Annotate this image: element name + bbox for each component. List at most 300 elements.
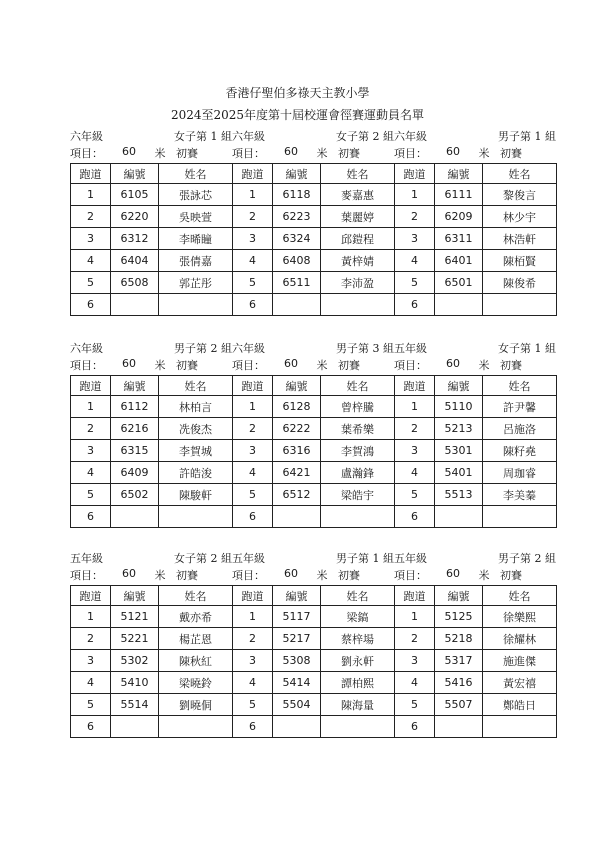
name-cell: 曾梓騰 — [321, 396, 395, 418]
round-label: 初賽 — [500, 569, 522, 582]
name-cell — [159, 506, 233, 528]
lane-cell: 3 — [233, 440, 273, 462]
col-lane-header: 跑道 — [395, 376, 435, 396]
number-cell: 6220 — [111, 206, 159, 228]
unit-label: 米 — [316, 147, 328, 160]
name-cell: 李賀鴻 — [321, 440, 395, 462]
number-cell: 5217 — [273, 628, 321, 650]
lane-cell: 2 — [395, 206, 435, 228]
table-header-row — [395, 164, 557, 184]
number-cell: 5504 — [273, 694, 321, 716]
table-row — [71, 440, 233, 462]
number-cell: 6223 — [273, 206, 321, 228]
col-name-header: 姓名 — [483, 376, 557, 396]
col-lane-header: 跑道 — [395, 164, 435, 184]
distance-value: 60 — [284, 567, 298, 580]
round-label: 初賽 — [176, 359, 198, 372]
number-cell: 5514 — [111, 694, 159, 716]
group-header — [232, 128, 394, 145]
number-cell — [273, 294, 321, 316]
lane-cell: 3 — [233, 650, 273, 672]
name-cell — [483, 506, 557, 528]
category-label: 男子第 3 組 — [336, 342, 394, 355]
number-cell: 5308 — [273, 650, 321, 672]
heat-group — [394, 128, 556, 316]
number-cell: 6511 — [273, 272, 321, 294]
lane-cell: 5 — [71, 484, 111, 506]
number-cell: 6128 — [273, 396, 321, 418]
name-cell: 陳秋紅 — [159, 650, 233, 672]
lane-cell: 1 — [233, 184, 273, 206]
lane-cell: 5 — [71, 694, 111, 716]
lane-cell: 1 — [71, 606, 111, 628]
table-row — [71, 462, 233, 484]
heat-group — [394, 340, 556, 528]
grade-label: 六年級 — [70, 342, 103, 355]
lane-cell: 6 — [71, 506, 111, 528]
col-number-header: 編號 — [435, 164, 483, 184]
name-cell: 郭芷彤 — [159, 272, 233, 294]
item-label: 項目： — [232, 147, 265, 160]
unit-label: 米 — [154, 359, 166, 372]
table-row — [71, 650, 233, 672]
col-lane-header: 跑道 — [233, 586, 273, 606]
number-cell: 5117 — [273, 606, 321, 628]
name-cell: 李美蓁 — [483, 484, 557, 506]
lane-cell: 2 — [395, 418, 435, 440]
name-cell: 戴亦希 — [159, 606, 233, 628]
table-row — [395, 184, 557, 206]
unit-label: 米 — [478, 569, 490, 582]
item-label: 項目： — [70, 359, 103, 372]
table-row — [233, 228, 395, 250]
name-cell: 陳海量 — [321, 694, 395, 716]
number-cell: 5110 — [435, 396, 483, 418]
table-row — [71, 206, 233, 228]
col-lane-header: 跑道 — [233, 164, 273, 184]
heat-group — [70, 550, 232, 738]
name-cell: 黃宏禧 — [483, 672, 557, 694]
name-cell: 徐樂熙 — [483, 606, 557, 628]
table-row — [395, 716, 557, 738]
table-row — [233, 250, 395, 272]
table-row — [71, 694, 233, 716]
item-label: 項目： — [70, 569, 103, 582]
school-name: 香港仔聖伯多祿天主教小學 — [225, 86, 370, 100]
table-header-row — [233, 376, 395, 396]
number-cell: 6501 — [435, 272, 483, 294]
heat-group — [232, 550, 394, 738]
col-name-header: 姓名 — [321, 164, 395, 184]
number-cell: 6502 — [111, 484, 159, 506]
grade-label: 六年級 — [232, 130, 265, 143]
lane-cell: 3 — [71, 228, 111, 250]
unit-label: 米 — [478, 147, 490, 160]
table-header-row — [71, 586, 233, 606]
number-cell: 6111 — [435, 184, 483, 206]
lane-cell: 5 — [395, 272, 435, 294]
name-cell: 許尹馨 — [483, 396, 557, 418]
number-cell: 6311 — [435, 228, 483, 250]
number-cell — [111, 716, 159, 738]
group-header — [232, 550, 394, 567]
group-header — [70, 128, 232, 145]
number-cell: 5218 — [435, 628, 483, 650]
table-row — [233, 294, 395, 316]
number-cell: 5125 — [435, 606, 483, 628]
category-label: 女子第 2 組 — [336, 130, 394, 143]
name-cell: 陳駿軒 — [159, 484, 233, 506]
lane-cell: 6 — [395, 294, 435, 316]
name-cell: 陳俊希 — [483, 272, 557, 294]
table-row — [395, 396, 557, 418]
lane-table — [70, 163, 233, 316]
lane-cell: 1 — [233, 606, 273, 628]
col-number-header: 編號 — [435, 586, 483, 606]
name-cell: 張詠芯 — [159, 184, 233, 206]
name-cell: 鄭皓日 — [483, 694, 557, 716]
distance-value: 60 — [446, 145, 460, 158]
event-line — [232, 145, 394, 163]
table-row — [71, 272, 233, 294]
name-cell — [321, 294, 395, 316]
table-row — [233, 484, 395, 506]
lane-cell: 4 — [233, 250, 273, 272]
number-cell: 6404 — [111, 250, 159, 272]
lane-cell: 4 — [71, 672, 111, 694]
lane-cell: 2 — [71, 628, 111, 650]
lane-cell: 6 — [71, 294, 111, 316]
name-cell: 楊芷恩 — [159, 628, 233, 650]
name-cell: 許皓浚 — [159, 462, 233, 484]
table-row — [71, 228, 233, 250]
name-cell: 呂施洛 — [483, 418, 557, 440]
distance-value: 60 — [284, 357, 298, 370]
lane-cell: 4 — [395, 462, 435, 484]
table-row — [233, 650, 395, 672]
lane-table — [232, 375, 395, 528]
lane-cell: 5 — [395, 484, 435, 506]
name-cell: 周珈睿 — [483, 462, 557, 484]
table-row — [395, 628, 557, 650]
col-name-header: 姓名 — [159, 376, 233, 396]
lane-table — [232, 585, 395, 738]
number-cell: 5401 — [435, 462, 483, 484]
number-cell — [435, 716, 483, 738]
name-cell: 徐耀林 — [483, 628, 557, 650]
event-line — [394, 567, 556, 585]
heat-group — [70, 340, 232, 528]
table-row — [71, 672, 233, 694]
round-label: 初賽 — [176, 147, 198, 160]
table-header-row — [233, 164, 395, 184]
number-cell: 5513 — [435, 484, 483, 506]
table-header-row — [71, 376, 233, 396]
number-cell: 5121 — [111, 606, 159, 628]
lane-table — [70, 375, 233, 528]
lane-table — [70, 585, 233, 738]
col-lane-header: 跑道 — [71, 586, 111, 606]
name-cell: 葉希樂 — [321, 418, 395, 440]
table-row — [233, 206, 395, 228]
col-lane-header: 跑道 — [233, 376, 273, 396]
table-row — [395, 462, 557, 484]
name-cell: 邱鎧程 — [321, 228, 395, 250]
col-name-header: 姓名 — [483, 586, 557, 606]
lane-cell: 1 — [71, 184, 111, 206]
table-row — [71, 506, 233, 528]
grade-label: 六年級 — [394, 130, 427, 143]
table-row — [395, 506, 557, 528]
number-cell: 5213 — [435, 418, 483, 440]
lane-cell: 4 — [233, 672, 273, 694]
number-cell: 5317 — [435, 650, 483, 672]
col-name-header: 姓名 — [159, 164, 233, 184]
number-cell: 6401 — [435, 250, 483, 272]
number-cell: 6316 — [273, 440, 321, 462]
col-number-header: 編號 — [273, 164, 321, 184]
col-lane-header: 跑道 — [71, 376, 111, 396]
lane-cell: 5 — [395, 694, 435, 716]
number-cell: 5301 — [435, 440, 483, 462]
table-row — [395, 484, 557, 506]
lane-table — [394, 375, 557, 528]
lane-cell: 5 — [233, 484, 273, 506]
heat-group — [394, 550, 556, 738]
table-row — [233, 506, 395, 528]
name-cell: 陳籽堯 — [483, 440, 557, 462]
table-row — [233, 628, 395, 650]
event-line — [70, 145, 232, 163]
name-cell: 林少宇 — [483, 206, 557, 228]
lane-cell: 4 — [395, 672, 435, 694]
number-cell: 5416 — [435, 672, 483, 694]
lane-cell: 5 — [233, 272, 273, 294]
unit-label: 米 — [154, 147, 166, 160]
lane-cell: 2 — [233, 628, 273, 650]
round-label: 初賽 — [338, 569, 360, 582]
event-line — [70, 567, 232, 585]
category-label: 男子第 2 組 — [174, 342, 232, 355]
document-title: 2024至2025年度第十屆校運會徑賽運動員名單 — [170, 108, 425, 122]
table-row — [233, 462, 395, 484]
lane-cell: 4 — [71, 462, 111, 484]
item-label: 項目： — [70, 147, 103, 160]
name-cell: 林柏言 — [159, 396, 233, 418]
group-header — [70, 550, 232, 567]
table-row — [395, 228, 557, 250]
lane-cell: 5 — [233, 694, 273, 716]
name-cell: 譚柏熙 — [321, 672, 395, 694]
name-cell: 盧瀚鋒 — [321, 462, 395, 484]
table-row — [233, 396, 395, 418]
col-number-header: 編號 — [273, 586, 321, 606]
distance-value: 60 — [122, 145, 136, 158]
lane-cell: 3 — [233, 228, 273, 250]
col-name-header: 姓名 — [321, 586, 395, 606]
event-line — [394, 145, 556, 163]
item-label: 項目： — [232, 359, 265, 372]
col-lane-header: 跑道 — [71, 164, 111, 184]
table-row — [395, 672, 557, 694]
lane-table — [232, 163, 395, 316]
table-row — [233, 694, 395, 716]
unit-label: 米 — [154, 569, 166, 582]
lane-cell: 6 — [233, 506, 273, 528]
grade-label: 六年級 — [70, 130, 103, 143]
round-label: 初賽 — [338, 359, 360, 372]
group-header — [70, 340, 232, 357]
lane-cell: 1 — [395, 184, 435, 206]
lane-cell: 6 — [233, 716, 273, 738]
name-cell: 李晞瞳 — [159, 228, 233, 250]
lane-cell: 3 — [395, 650, 435, 672]
table-row — [233, 716, 395, 738]
item-label: 項目： — [232, 569, 265, 582]
name-cell: 林浩軒 — [483, 228, 557, 250]
group-header — [232, 340, 394, 357]
number-cell — [273, 716, 321, 738]
lane-cell: 6 — [395, 506, 435, 528]
lane-cell: 3 — [395, 228, 435, 250]
col-name-header: 姓名 — [159, 586, 233, 606]
round-label: 初賽 — [500, 147, 522, 160]
table-row — [395, 440, 557, 462]
table-row — [395, 250, 557, 272]
group-header — [394, 128, 556, 145]
round-label: 初賽 — [500, 359, 522, 372]
category-label: 男子第 1 組 — [498, 130, 556, 143]
lane-cell: 4 — [71, 250, 111, 272]
number-cell: 6315 — [111, 440, 159, 462]
item-label: 項目： — [394, 569, 427, 582]
table-row — [233, 672, 395, 694]
distance-value: 60 — [122, 567, 136, 580]
number-cell: 6118 — [273, 184, 321, 206]
distance-value: 60 — [446, 567, 460, 580]
category-label: 女子第 1 組 — [498, 342, 556, 355]
lane-cell: 2 — [395, 628, 435, 650]
event-line — [394, 357, 556, 375]
col-name-header: 姓名 — [321, 376, 395, 396]
number-cell — [435, 506, 483, 528]
lane-table — [394, 585, 557, 738]
name-cell: 冼俊杰 — [159, 418, 233, 440]
number-cell: 5302 — [111, 650, 159, 672]
number-cell — [111, 294, 159, 316]
number-cell: 5410 — [111, 672, 159, 694]
number-cell: 6409 — [111, 462, 159, 484]
heat-group — [232, 128, 394, 316]
event-line — [70, 357, 232, 375]
table-row — [71, 606, 233, 628]
number-cell: 5221 — [111, 628, 159, 650]
heat-group — [70, 128, 232, 316]
number-cell — [435, 294, 483, 316]
col-number-header: 編號 — [435, 376, 483, 396]
name-cell: 李賀城 — [159, 440, 233, 462]
distance-value: 60 — [284, 145, 298, 158]
lane-cell: 6 — [233, 294, 273, 316]
name-cell: 劉永軒 — [321, 650, 395, 672]
lane-cell: 5 — [71, 272, 111, 294]
col-number-header: 編號 — [111, 376, 159, 396]
name-cell: 麥嘉惠 — [321, 184, 395, 206]
name-cell: 葉麗婷 — [321, 206, 395, 228]
table-header-row — [233, 586, 395, 606]
lane-cell: 4 — [233, 462, 273, 484]
number-cell: 6312 — [111, 228, 159, 250]
table-row — [71, 396, 233, 418]
table-header-row — [395, 586, 557, 606]
lane-cell: 2 — [71, 206, 111, 228]
number-cell: 6209 — [435, 206, 483, 228]
lane-cell: 1 — [395, 396, 435, 418]
table-row — [71, 250, 233, 272]
table-row — [71, 184, 233, 206]
round-label: 初賽 — [338, 147, 360, 160]
name-cell: 張倩嘉 — [159, 250, 233, 272]
number-cell: 6105 — [111, 184, 159, 206]
number-cell: 6112 — [111, 396, 159, 418]
unit-label: 米 — [316, 569, 328, 582]
lane-cell: 3 — [71, 440, 111, 462]
lane-cell: 1 — [395, 606, 435, 628]
table-row — [71, 294, 233, 316]
lane-cell: 4 — [395, 250, 435, 272]
table-header-row — [395, 376, 557, 396]
table-row — [71, 628, 233, 650]
table-row — [71, 716, 233, 738]
lane-table — [394, 163, 557, 316]
table-row — [395, 294, 557, 316]
col-name-header: 姓名 — [483, 164, 557, 184]
table-row — [233, 606, 395, 628]
table-row — [233, 184, 395, 206]
event-line — [232, 567, 394, 585]
name-cell — [321, 716, 395, 738]
grade-label: 六年級 — [232, 342, 265, 355]
event-line — [232, 357, 394, 375]
name-cell — [159, 294, 233, 316]
name-cell — [159, 716, 233, 738]
table-row — [395, 606, 557, 628]
number-cell: 6408 — [273, 250, 321, 272]
table-row — [71, 418, 233, 440]
col-number-header: 編號 — [273, 376, 321, 396]
name-cell: 梁鎬 — [321, 606, 395, 628]
name-cell — [321, 506, 395, 528]
name-cell: 劉曉侗 — [159, 694, 233, 716]
lane-cell: 3 — [395, 440, 435, 462]
number-cell: 6222 — [273, 418, 321, 440]
name-cell: 梁曉鈴 — [159, 672, 233, 694]
lane-cell: 1 — [71, 396, 111, 418]
table-row — [395, 418, 557, 440]
lane-cell: 6 — [395, 716, 435, 738]
heat-group — [232, 340, 394, 528]
unit-label: 米 — [316, 359, 328, 372]
name-cell — [483, 716, 557, 738]
lane-cell: 6 — [71, 716, 111, 738]
number-cell: 6508 — [111, 272, 159, 294]
number-cell — [273, 506, 321, 528]
table-row — [233, 440, 395, 462]
col-number-header: 編號 — [111, 164, 159, 184]
col-number-header: 編號 — [111, 586, 159, 606]
name-cell: 施進傑 — [483, 650, 557, 672]
grade-label: 五年級 — [394, 552, 427, 565]
